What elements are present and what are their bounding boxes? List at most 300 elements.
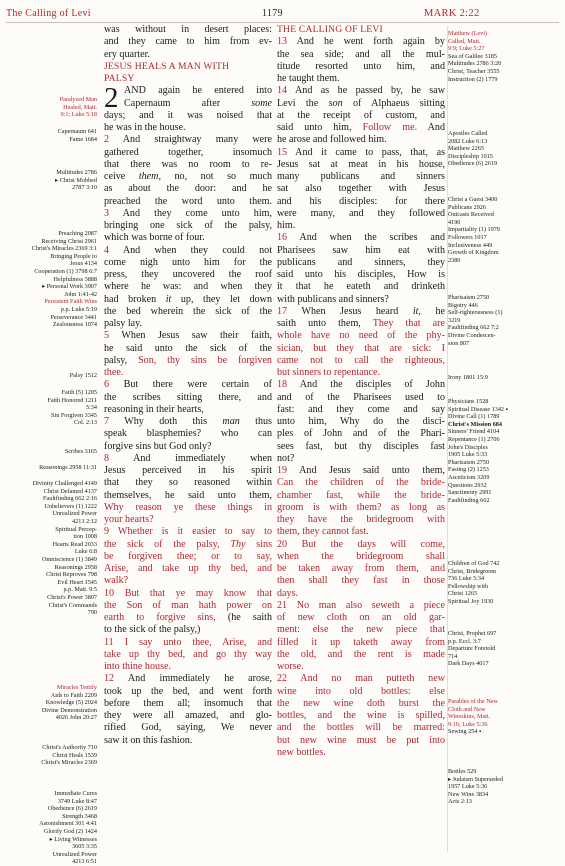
verse-line xyxy=(104,281,272,293)
verse-text: Pharisees saw him eat with xyxy=(277,244,445,256)
verse-number: 5 xyxy=(104,330,122,342)
verse-text: the sea side; and all the mul- xyxy=(277,48,445,60)
header-rule xyxy=(6,22,559,23)
verse-text: ples of John and of the Phari- xyxy=(277,428,445,440)
verse-line xyxy=(277,428,445,440)
cross-reference-line: Astonishment 301 4:41 xyxy=(39,820,97,828)
cross-reference-line: Faultfinding 662 2:16 xyxy=(43,495,97,503)
topic-reference-line: Bottles 529 xyxy=(448,768,477,775)
verse-number: 8 xyxy=(104,452,134,464)
cross-reference-line: Spiritual Percep- xyxy=(55,525,97,533)
verse-text: And as he passed by, he saw xyxy=(294,85,446,97)
cross-reference-line: Preaching 2087 xyxy=(58,230,97,237)
topic-reference-line: Faultfinding 662 7:2 xyxy=(448,324,499,332)
topic-reference-line: Matthew 2265 xyxy=(448,145,484,153)
page-number: 1179 xyxy=(262,8,283,19)
verse-line xyxy=(277,85,445,97)
verse-text: some xyxy=(251,97,272,109)
verse-line xyxy=(104,159,272,171)
cross-reference-line: Perseverance 3441 xyxy=(50,313,97,321)
verse-text: AND again he entered into xyxy=(124,85,272,97)
verse-text: sat also together with Jesus xyxy=(277,183,445,195)
verse-text: where he was: and when they xyxy=(104,281,272,293)
verse-line xyxy=(277,110,445,122)
verse-text: And when they could not xyxy=(122,244,273,256)
cross-reference-block xyxy=(0,480,97,617)
cross-reference-line: 3749 Luke 8:47 xyxy=(57,797,97,805)
verse-number: 4 xyxy=(104,244,123,256)
verse-text: titude resorted unto him, and xyxy=(277,60,445,72)
verse-text: And it came to pass, that, as xyxy=(295,146,446,158)
verse-line xyxy=(277,416,445,428)
drop-cap-chapter-number: 2 xyxy=(104,82,119,115)
verse-line xyxy=(277,514,445,526)
cross-reference-line: Multitudes 2786 xyxy=(56,169,97,176)
words-of-christ: the Son of man hath power on xyxy=(104,599,272,611)
verse-line xyxy=(104,257,272,269)
cross-reference-line: Aids to Faith 2209 xyxy=(50,691,97,699)
topic-reference-line: Departure Foretold xyxy=(448,645,496,653)
cross-reference-line: Knowledge (5) 2024 xyxy=(45,699,97,707)
cross-reference-line: 3605 3:35 xyxy=(72,843,97,851)
cross-reference-line: Unbelievers (1) 1222 xyxy=(44,502,97,510)
cross-reference-line: Unrealized Power xyxy=(52,510,97,518)
verse-text: ceive xyxy=(104,171,139,182)
topic-reference-line: Christ's Mission 684 xyxy=(448,420,502,428)
cross-reference-line: Zealousness 1074 xyxy=(52,321,97,329)
verse-line xyxy=(277,539,445,551)
verse-line xyxy=(277,379,445,391)
verse-line xyxy=(277,575,445,587)
words-of-christ: came not to call the righteous, xyxy=(277,354,445,366)
verse-text: Capernaum after xyxy=(124,97,252,109)
verse-line xyxy=(104,490,272,502)
topic-reference-line: Called, Matt. xyxy=(448,37,481,45)
topic-reference-line: Christ a Guest 3400 xyxy=(448,196,498,203)
cross-reference-line: Faith Honored 1211 xyxy=(47,396,97,404)
verse-number: 11 xyxy=(104,636,125,648)
topic-reference-line: Fasting (2) 1253 xyxy=(448,466,489,474)
verse-line xyxy=(104,269,272,281)
topic-reference-line: Faultfinding 662 xyxy=(448,496,490,504)
verse-line xyxy=(277,36,445,48)
words-of-christ: They that are xyxy=(372,318,445,329)
cross-reference-line: 9:1; Luke 5:18 xyxy=(60,111,97,119)
verse-text: him. xyxy=(277,220,296,231)
verse-text: before them all; insomuch that xyxy=(104,697,272,709)
verse-text: sees fast, but thy disciples fast xyxy=(277,440,445,452)
verse-text: palsy lay. xyxy=(104,318,143,329)
words-of-christ: they have the bridegroom with xyxy=(277,514,445,525)
words-of-christ: wine into old bottles: else xyxy=(277,685,445,697)
verse-text: that they so reasoned within xyxy=(104,477,272,489)
verse-line xyxy=(277,73,445,85)
topic-reference-line: Divine Call (1) 1789 xyxy=(448,413,500,421)
verse-line xyxy=(277,232,445,244)
topic-reference-block xyxy=(448,374,562,382)
topic-reference-block xyxy=(448,294,562,347)
verse-line xyxy=(277,98,445,110)
verse-number: 2 xyxy=(104,134,123,146)
words-of-christ: Son, thy sins be forgiven xyxy=(138,354,272,366)
text-column-1 xyxy=(104,24,272,747)
topic-reference-block xyxy=(448,698,562,736)
words-of-christ: And no man putteth new xyxy=(300,673,445,685)
verse-text: And immediately when xyxy=(133,452,272,464)
cross-reference-line: Hearts Read 2033 xyxy=(52,540,97,548)
verse-text: And they come unto him, xyxy=(122,207,272,219)
topic-reference-line: Parables of the New xyxy=(448,698,498,705)
topic-reference-line: 9:16; Luke 5:36 xyxy=(448,720,488,728)
cross-reference-line: Luke 6:8 xyxy=(74,548,97,556)
verse-text: that there was no room to re- xyxy=(104,158,272,170)
verse-text: them, xyxy=(138,171,161,182)
verse-text: it that he eateth and drinketh xyxy=(277,281,445,293)
verse-line xyxy=(104,61,272,73)
topic-reference-line: 1905 Luke 5:33 xyxy=(448,451,488,459)
verse-line xyxy=(104,24,272,36)
verse-text: and his disciples: for there xyxy=(277,195,445,207)
verse-text: And the disciples of John xyxy=(299,379,446,391)
running-head-left: The Calling of Levi xyxy=(6,8,91,19)
words-of-christ: chamber fast, while the bride- xyxy=(277,489,445,501)
verse-text: they were all amazed, and glo- xyxy=(104,710,272,721)
verse-text: press, they uncovered the roof xyxy=(104,269,272,280)
verse-number: 20 xyxy=(277,538,302,550)
verse-text: saw it on this fashion. xyxy=(104,734,193,746)
words-of-christ: new bottles. xyxy=(277,746,326,758)
verse-line xyxy=(104,539,272,551)
words-of-christ: but sinners to repentance. xyxy=(277,367,381,378)
cross-reference-line: p.p. Luke 5:19 xyxy=(60,305,97,313)
words-of-christ: into thine house. xyxy=(104,661,172,672)
verse-number: 17 xyxy=(277,305,302,317)
words-of-christ: the old, and the rent is made xyxy=(277,648,445,660)
verse-line xyxy=(104,220,272,232)
verse-line xyxy=(104,392,272,404)
cross-reference-line: Col. 2:13 xyxy=(73,419,97,427)
topic-reference-line: Sewing 254 ▪ xyxy=(448,728,482,736)
topic-reference-block xyxy=(448,196,562,264)
words-of-christ: them, they cannot fast. xyxy=(277,526,369,538)
verse-line xyxy=(104,330,272,342)
verse-text: not? xyxy=(277,452,295,464)
verse-line xyxy=(277,502,445,514)
cross-reference-line: Omniscience (1) 3849 xyxy=(42,555,97,563)
cross-reference-line: ▸ Living Witnesses xyxy=(49,835,97,843)
verse-line xyxy=(104,208,272,220)
topic-reference-line: Discipleship 1015 xyxy=(448,152,493,160)
cross-reference-line: Paralyzed Man xyxy=(59,96,97,103)
verse-line xyxy=(104,637,272,649)
verse-text: the scribes sitting there, and xyxy=(104,391,272,403)
verse-text: And he went forth again by xyxy=(296,36,445,48)
cross-reference-line: Palsy 1512 xyxy=(69,372,97,379)
cross-reference-line: ▸ Christ Mobbed xyxy=(55,176,97,184)
verse-line xyxy=(277,355,445,367)
verse-line xyxy=(277,490,445,502)
verse-line xyxy=(104,122,272,134)
verse-line xyxy=(277,526,445,538)
verse-text: speak blasphemies? who can xyxy=(104,428,272,440)
cross-reference-line: John 1:41-42 xyxy=(64,290,97,298)
verse-text: with publicans and sinners? xyxy=(277,293,389,305)
verse-text: And straightway many were xyxy=(122,134,273,146)
verse-line xyxy=(104,183,272,195)
cross-reference-line: Evil Heart 1545 xyxy=(57,578,97,586)
topic-reference-line: Dark Days 4017 xyxy=(448,660,489,668)
cross-reference-line: Fame 1684 xyxy=(69,135,97,143)
cross-reference-line: Strength 3468 xyxy=(62,812,97,820)
cross-reference-line: Scribes 3165 xyxy=(64,448,97,455)
cross-reference-block xyxy=(0,230,97,329)
verse-line xyxy=(104,710,272,722)
verse-number: 3 xyxy=(104,207,123,219)
cross-reference-line: tion 1008 xyxy=(73,533,97,541)
words-of-christ: bottles, and the wine is spilled, xyxy=(277,710,445,721)
topic-reference-line: New Wine 3834 xyxy=(448,790,489,798)
verse-text: he was in the house. xyxy=(104,122,186,133)
verse-line xyxy=(104,49,272,61)
verse-line xyxy=(104,722,272,734)
verse-text: gathered together, insomuch xyxy=(104,146,272,158)
verse-line xyxy=(104,73,272,85)
verse-text: of Alphaeus sitting xyxy=(342,97,445,109)
topic-reference-line: sion 807 xyxy=(448,339,470,347)
topic-reference-line: Inclusiveness 449 xyxy=(448,241,493,249)
verse-text: (he saith xyxy=(215,612,272,623)
words-of-christ: But that ye may know that xyxy=(124,587,272,599)
topic-reference-line: 714 xyxy=(448,652,458,660)
verse-line xyxy=(104,575,272,587)
verse-line xyxy=(104,698,272,710)
verse-text: which was borne of four. xyxy=(104,232,205,244)
cross-reference-line: 2787 3:10 xyxy=(72,184,97,192)
verse-text: publicans and sinners, they xyxy=(277,256,445,268)
cross-reference-line: 4213 6:51 xyxy=(72,858,97,866)
topic-reference-line: Apostles Called xyxy=(448,130,488,137)
verse-text: had broken xyxy=(104,293,166,305)
words-of-christ: when the bridegroom shall xyxy=(277,550,445,562)
verse-line xyxy=(104,588,272,600)
topic-reference-line: Spiritual Disease 1342 ▪ xyxy=(448,405,508,413)
verse-number: 16 xyxy=(277,232,300,244)
verse-line xyxy=(277,220,445,232)
cross-reference-block xyxy=(0,169,97,192)
words-of-christ: but new wine must be put into xyxy=(277,734,445,746)
cross-reference-line: 4026 John 20:27 xyxy=(55,714,97,722)
topic-reference-block xyxy=(448,398,562,504)
verse-text: many publicans and sinners xyxy=(277,171,445,182)
words-of-christ: the sick of the palsy, xyxy=(104,538,231,550)
verse-line xyxy=(277,281,445,293)
verse-line xyxy=(104,196,272,208)
cross-reference-line: Christ's Miracles 2369 xyxy=(41,759,97,767)
verse-text: thus xyxy=(239,416,272,427)
verse-text: man xyxy=(222,416,240,427)
verse-line xyxy=(104,416,272,428)
verse-line xyxy=(104,551,272,563)
verse-line xyxy=(277,441,445,453)
verse-line xyxy=(277,183,445,195)
verse-text: rified God, saying, We never xyxy=(104,722,272,734)
verse-text: When Jesus heard xyxy=(301,305,413,317)
words-of-christ: I say unto thee, Arise, and xyxy=(124,636,272,648)
verse-number: 15 xyxy=(277,146,296,158)
verse-line xyxy=(104,110,272,122)
verse-line xyxy=(277,453,445,465)
cross-reference-line: Christ Reproves 798 xyxy=(46,571,97,579)
verse-text: Levi the xyxy=(277,97,329,109)
topic-reference-line: Christ 1265 xyxy=(448,590,478,598)
verse-line xyxy=(104,514,272,526)
words-of-christ: groom is with them? as long as xyxy=(277,501,445,513)
cross-reference-block xyxy=(0,464,97,472)
verse-text: ery quarter. xyxy=(104,48,150,60)
verse-number: 12 xyxy=(104,673,128,685)
verse-text: Why doth this xyxy=(124,416,223,427)
topic-reference-line: Sea of Galilee 3185 xyxy=(448,52,497,60)
verse-number: 7 xyxy=(104,416,125,427)
topic-reference-line: Asceticism 3209 xyxy=(448,473,490,481)
verse-text: unto him, Why do the disci- xyxy=(277,416,445,427)
topic-reference-line: ▸ Judaism Superseded xyxy=(448,775,504,783)
section-heading: JESUS HEALS A MAN WITH xyxy=(104,60,230,72)
topic-reference-line: Self-righteousness (1) xyxy=(448,309,503,317)
verse-number: 6 xyxy=(104,379,124,391)
cross-reference-line: Obedience (6) 2619 xyxy=(47,805,97,813)
topic-reference-line: Children of God 742 xyxy=(448,560,500,567)
verse-line xyxy=(277,477,445,489)
cross-reference-line: Christ's Authority 710 xyxy=(42,744,97,751)
cross-reference-line: Helpfulness 3888 xyxy=(53,275,97,283)
verse-text: And immediately he arose, xyxy=(127,673,272,685)
verse-text: and they came to him from ev- xyxy=(104,36,272,48)
verse-line xyxy=(277,318,445,330)
cross-reference-line: Divinity Challenged 4149 xyxy=(32,480,97,487)
topic-reference-line: Physicians 1528 xyxy=(448,398,489,405)
verse-line xyxy=(104,318,272,330)
verse-line xyxy=(104,686,272,698)
verse-text: the bed wherein the sick of the xyxy=(104,305,272,317)
cross-reference-line: ▸ Personal Work 3907 xyxy=(42,283,97,291)
verse-line xyxy=(104,134,272,146)
verse-line xyxy=(277,698,445,710)
verse-text: said unto him, xyxy=(277,122,363,133)
verse-text: he xyxy=(420,305,445,317)
cross-reference-block xyxy=(0,389,97,427)
verse-line xyxy=(104,502,272,514)
verse-line xyxy=(277,24,445,36)
cross-reference-line: Christ Heals 1539 xyxy=(52,751,97,759)
topic-reference-line: Christ, Teacher 3555 xyxy=(448,67,500,75)
verse-text: And xyxy=(417,122,445,133)
topic-reference-line: 3219 xyxy=(448,316,461,324)
verse-line xyxy=(277,306,445,318)
verse-text: preached the word unto them. xyxy=(104,195,272,207)
cross-reference-line: Miracles Testify xyxy=(56,684,97,691)
verse-text: was without in desert places: xyxy=(104,24,272,35)
verse-line xyxy=(104,526,272,538)
verse-line xyxy=(277,257,445,269)
words-of-christ: days. xyxy=(277,587,299,599)
cross-reference-line: Bringing People to xyxy=(50,252,97,260)
verse-text: it, xyxy=(412,305,421,317)
words-of-christ: No man also seweth a piece xyxy=(296,599,445,611)
verse-text: at the receipt of custom, and xyxy=(277,109,445,121)
verse-line xyxy=(277,392,445,404)
topic-reference-line: Multitudes 2786 3:20 xyxy=(448,60,502,68)
verse-number: 14 xyxy=(277,85,295,97)
verse-line xyxy=(277,343,445,355)
cross-reference-line: Glorify God (2) 1424 xyxy=(43,827,97,835)
verse-line xyxy=(104,735,272,747)
verse-number: 9 xyxy=(104,526,118,538)
verse-line xyxy=(104,465,272,477)
cross-reference-line: Christ's Miracles 2369 3:1 xyxy=(31,245,97,253)
topic-reference-line: Cloth and New xyxy=(448,705,486,713)
verse-line xyxy=(104,673,272,685)
cross-reference-line: Christ's Power 3807 xyxy=(47,593,97,601)
verse-line xyxy=(104,147,272,159)
verse-line xyxy=(104,649,272,661)
verse-line xyxy=(104,379,272,391)
verse-line xyxy=(104,343,272,355)
words-of-christ: take up thy bed, and go thy way xyxy=(104,648,272,660)
words-of-christ: filled it up taketh away from xyxy=(277,636,445,648)
verse-line xyxy=(104,441,272,453)
verse-number: 21 xyxy=(277,599,297,611)
verse-text: no, not so much xyxy=(160,171,272,182)
verse-text: themselves, he said unto them, xyxy=(104,489,272,501)
verse-line xyxy=(277,269,445,281)
verse-text: reasoning in their hearts, xyxy=(104,403,204,415)
verse-line xyxy=(104,171,272,183)
topic-reference-line: 736 Luke 5:34 xyxy=(448,575,485,583)
verse-text: And when the scribes and xyxy=(299,232,446,244)
topic-reference-line: Sanctimony 2991 xyxy=(448,489,492,497)
topic-reference-line: Pharisaism 2750 xyxy=(448,294,490,301)
words-of-christ: Follow me. xyxy=(362,122,418,133)
running-head-right: MARK 2:22 xyxy=(424,8,480,19)
topic-reference-line: Pharisaism 2750 xyxy=(448,458,490,466)
verse-text: palsy, xyxy=(104,354,139,366)
words-of-christ: then shall they fast in those xyxy=(277,575,445,587)
verse-line xyxy=(277,649,445,661)
topic-reference-line: Publicans 2926 xyxy=(448,203,486,211)
topic-reference-line: Fellowship with xyxy=(448,582,489,590)
verse-text: he said unto the sick of the xyxy=(104,342,272,354)
topic-reference-line: Repentance (1) 2706 xyxy=(448,435,500,443)
verse-line xyxy=(104,98,272,110)
verse-text: were many, and they followed xyxy=(277,207,445,219)
verse-line xyxy=(277,551,445,563)
verse-line xyxy=(277,661,445,673)
verse-line xyxy=(277,122,445,134)
section-heading: PALSY xyxy=(104,73,135,84)
cross-reference-line: 5:34 xyxy=(85,404,97,412)
verse-line xyxy=(277,294,445,306)
topic-reference-line: Instruction (2) 1779 xyxy=(448,75,498,83)
topic-reference-line: Irony 1801 15:9 xyxy=(448,374,488,381)
words-of-christ: Whether is it easier to say to xyxy=(117,526,273,538)
verse-text: days; and it was noised that xyxy=(104,109,272,121)
cross-reference-line: Christ Defamed 4137 xyxy=(43,487,97,495)
verse-line xyxy=(277,171,445,183)
verse-text: saith unto them, xyxy=(277,318,373,329)
words-of-christ: worse. xyxy=(277,661,304,672)
verse-line xyxy=(104,355,272,367)
